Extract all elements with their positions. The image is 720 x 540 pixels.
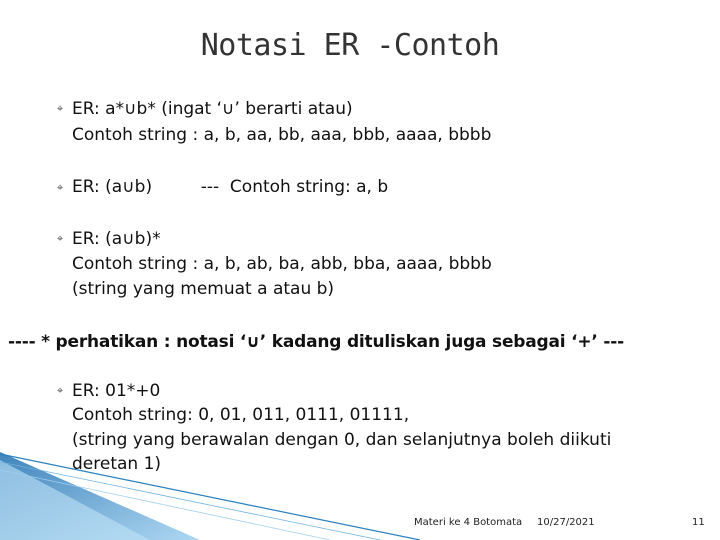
item-3-line-2: Contoh string : a, b, ab, ba, abb, bba, aaaa, bbbb xyxy=(72,254,492,274)
item-3-line-3: (string yang memuat a atau b) xyxy=(72,279,335,299)
decorative-blue-swoosh xyxy=(0,440,420,540)
footer-page-number: 11 xyxy=(692,517,705,528)
square-bullet-icon: ⌖ xyxy=(57,384,64,397)
item-4-line-3: (string yang berawalan dengan 0, dan selanjutnya boleh diikuti xyxy=(72,430,612,450)
square-bullet-icon: ⌖ xyxy=(57,232,64,245)
item-4-line-2: Contoh string: 0, 01, 011, 0111, 01111, xyxy=(72,405,410,425)
square-bullet-icon: ⌖ xyxy=(57,102,64,115)
item-4-line-4: deretan 1) xyxy=(72,454,162,474)
footer-date: 10/27/2021 xyxy=(537,517,595,528)
square-bullet-icon: ⌖ xyxy=(57,181,64,194)
item-4-line-1: ER: 01*+0 xyxy=(72,381,161,401)
item-2-line-1: ER: (a∪b) --- Contoh string: a, b xyxy=(72,177,389,197)
footer-source: Materi ke 4 Botomata xyxy=(414,517,523,528)
slide-title: Notasi ER -Contoh xyxy=(200,28,500,63)
note-text: ---- * perhatikan : notasi ‘∪’ kadang dituliskan juga sebagai ‘+’ --- xyxy=(8,332,624,352)
item-1-line-1: ER: a*∪b* (ingat ‘∪’ berarti atau) xyxy=(72,99,353,119)
item-1-line-2: Contoh string : a, b, aa, bb, aaa, bbb, aaaa, bbbb xyxy=(72,125,492,145)
item-3-line-1: ER: (a∪b)* xyxy=(72,229,161,249)
